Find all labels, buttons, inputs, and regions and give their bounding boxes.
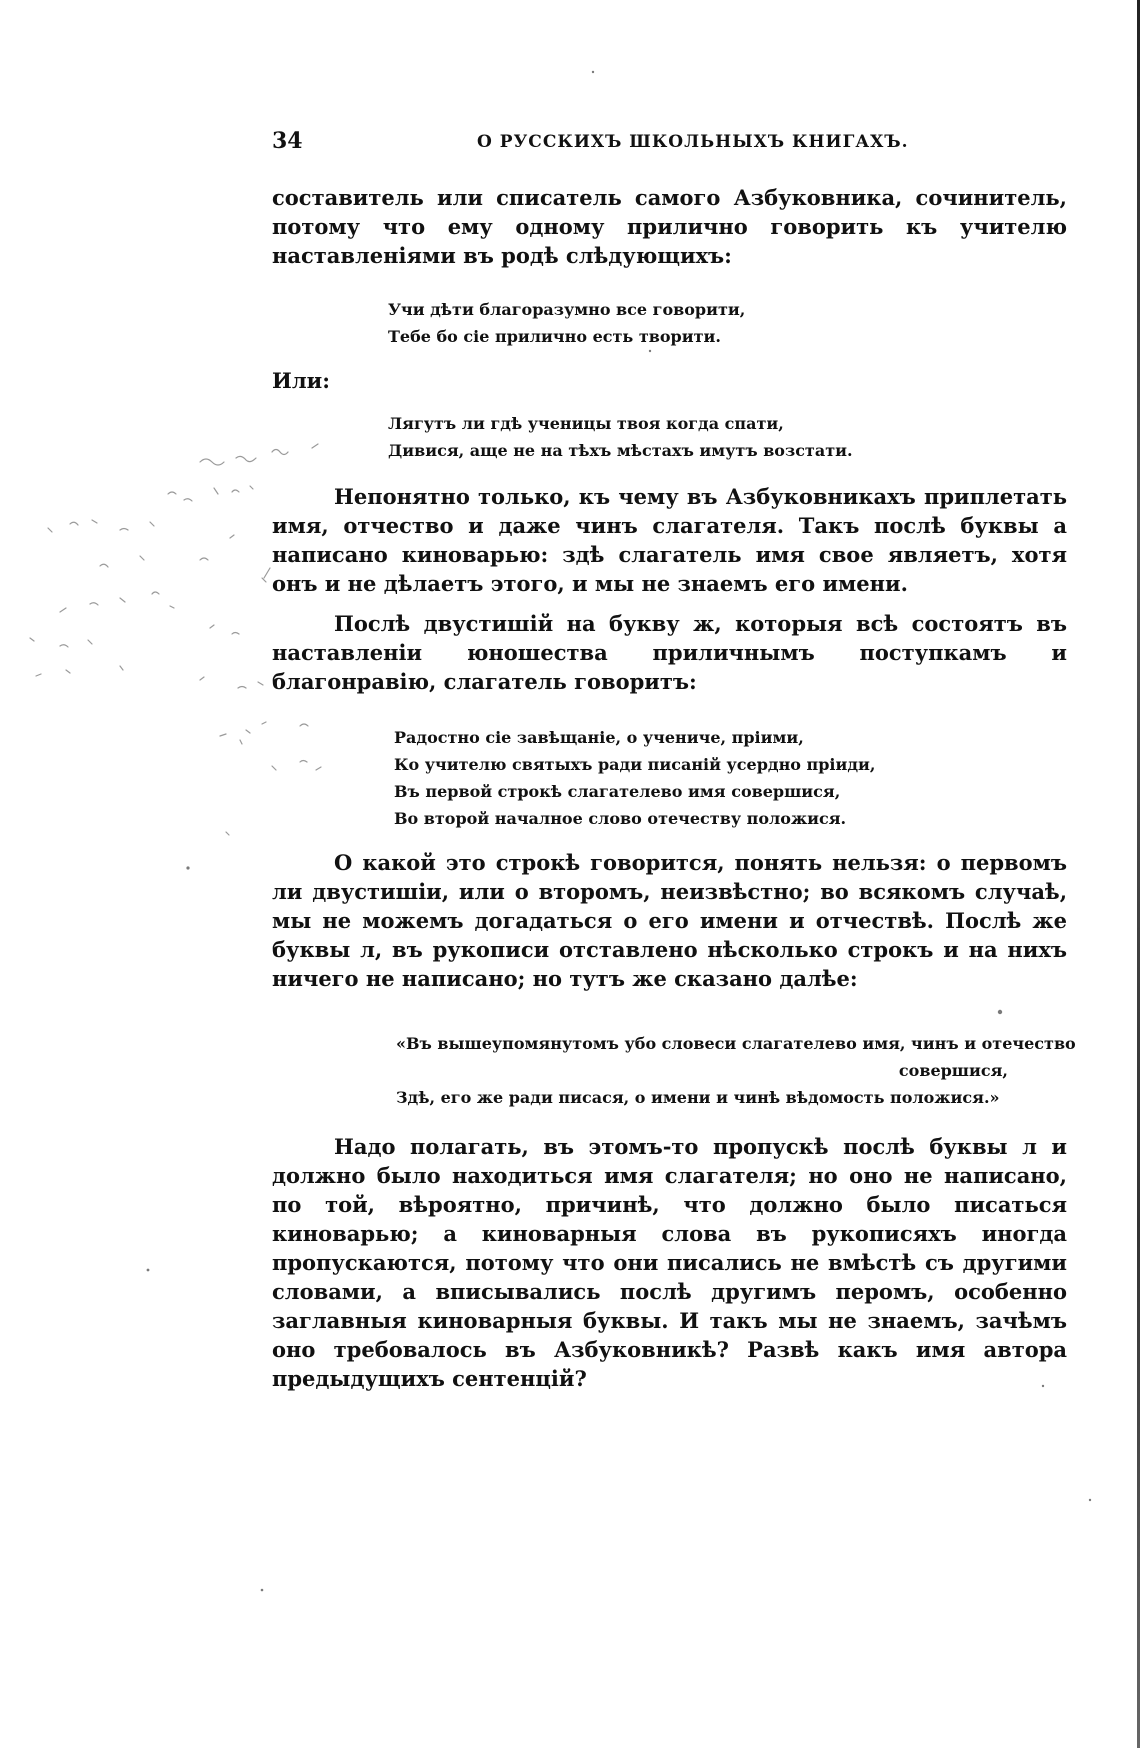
verse-line: Радостно сiе завѣщанiе, о учениче, прiими, [394, 728, 804, 747]
verse-line: Тебе бо сiе прилично есть творити. [388, 327, 721, 346]
paragraph-2: Непонятно только, къ чему въ Азбуковникахъ приплетать имя, отчество и даже чинъ слагателя. Такъ послѣ буквы а написано киноварью: здѣ слагатель имя свое являетъ, хотя онъ и не дѣлаетъ этого, и мы не знаемъ его имени. [272, 484, 1067, 596]
quote-line: совершися, [898, 1061, 1008, 1080]
verse-line: Лягутъ ли гдѣ ученицы твоя когда спати, [388, 414, 784, 433]
paragraph-3: Послѣ двустишiй на букву ж, которыя всѣ состоятъ въ наставленiи юношества приличнымъ поступкамъ и благонравiю, слагатель говоритъ: [272, 611, 1067, 694]
verse-line: Учи дѣти благоразумно все говорити, [388, 300, 746, 319]
verse-line: Въ первой строкѣ слагателево имя совершися, [394, 782, 841, 801]
verse-line: Дивися, аще не на тѣхъ мѣстахъ имутъ возстати. [388, 441, 853, 460]
connector-word: Или: [272, 368, 330, 393]
quote-line: Здѣ, его же ради писася, о имени и чинѣ вѣдомость положися.» [396, 1088, 1000, 1107]
page-number: 34 [272, 128, 303, 154]
paragraph-1: составитель или списатель самого Азбуковника, сочинитель, потому что ему одному прилично говорить къ учителю наставленiями въ родѣ слѣдующихъ: [272, 185, 1067, 268]
paragraph-4: О какой это строкѣ говорится, понять нельзя: о первомъ ли двустишiи, или о второмъ, неизвѣстно; во всякомъ случаѣ, мы не можемъ догадаться о его имени и отчествѣ. Послѣ же буквы л, въ рукописи отставлено нѣсколько строкъ и на нихъ ничего не написано; но тутъ же сказано далѣе: [272, 850, 1067, 991]
paragraph-5: Надо полагать, въ этомъ-то пропускѣ послѣ буквы л и должно было находиться имя слагателя; но оно не написано, по той, вѣроятно, причинѣ, что должно было писаться киноварью; а киноварныя слова въ рукописяхъ иногда пропускаются, потому что они писались не вмѣстѣ съ другими словами, а вписывались послѣ другимъ перомъ, особенно заглавныя киноварныя буквы. И такъ мы не знаемъ, зачѣмъ оно требовалось въ Азбуковникѣ? Развѣ какъ имя автора предыдущихъ сентенцiй? [272, 1134, 1067, 1391]
quote-line: «Въ вышеупомянутомъ убо словеси слагателево имя, чинъ и отечество [396, 1034, 1076, 1053]
verse-line: Во второй началное слово отечеству положися. [394, 809, 847, 828]
verse-line: Ко учителю святыхъ ради писанiй усердно прiиди, [394, 755, 876, 774]
running-head: О РУССКИХЪ ШКОЛЬНЫХЪ КНИГАХЪ. [477, 132, 909, 152]
